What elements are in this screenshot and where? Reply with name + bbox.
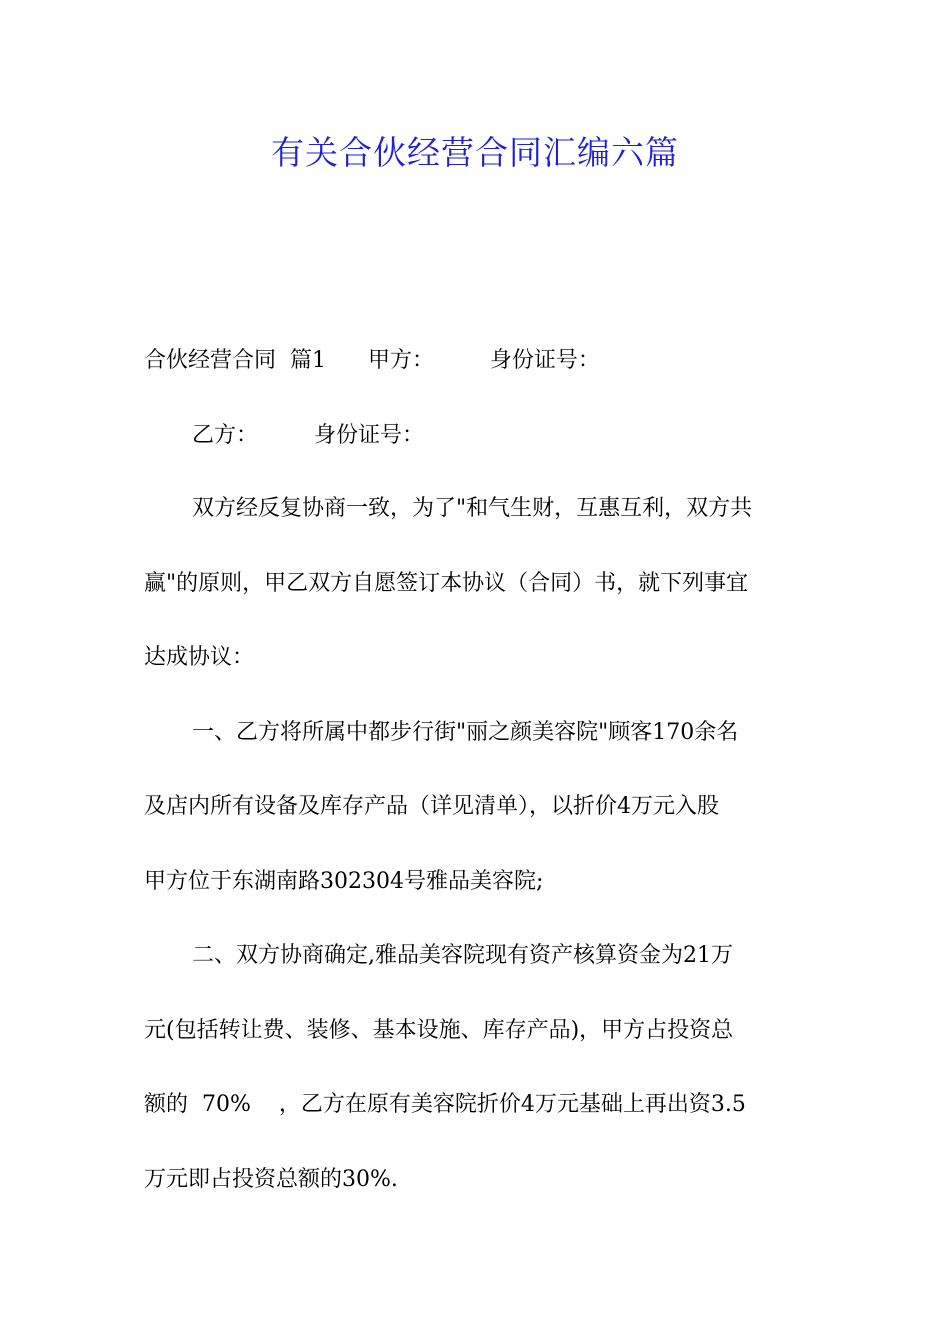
- clause-1-line-1: 一、乙方将所属中都步行街"丽之颜美容院"顾客170余名: [192, 720, 739, 745]
- clause-2-line-4: 万元即占投资总额的30%.: [144, 1167, 398, 1192]
- text-line-heading: 合伙经营合同 篇1 甲方： 身份证号：: [144, 348, 600, 373]
- paragraph-intro-line-1: 双方经反复协商一致，为了"和气生财，互惠互利，双方共: [192, 496, 753, 521]
- text-line-party-b: 乙方： 身份证号：: [192, 423, 424, 448]
- clause-2-line-3: 额的 70% ，乙方在原有美容院折价4万元基础上再出资3.5: [144, 1092, 746, 1117]
- paragraph-intro-line-2: 赢"的原则，甲乙双方自愿签订本协议（合同）书，就下列事宜: [144, 571, 749, 596]
- clause-2-line-2: 元(包括转让费、装修、基本设施、库存产品)，甲方占投资总: [144, 1018, 734, 1043]
- paragraph-intro-line-3: 达成协议：: [144, 645, 255, 670]
- clause-1-line-2: 及店内所有设备及库存产品（详见清单），以折价4万元入股: [144, 794, 719, 819]
- clause-2-line-1: 二、双方协商确定,雅品美容院现有资产核算资金为21万: [192, 943, 733, 968]
- document-title: 有关合伙经营合同汇编六篇: [271, 133, 679, 172]
- clause-1-line-3: 甲方位于东湖南路302304号雅品美容院;: [144, 869, 544, 894]
